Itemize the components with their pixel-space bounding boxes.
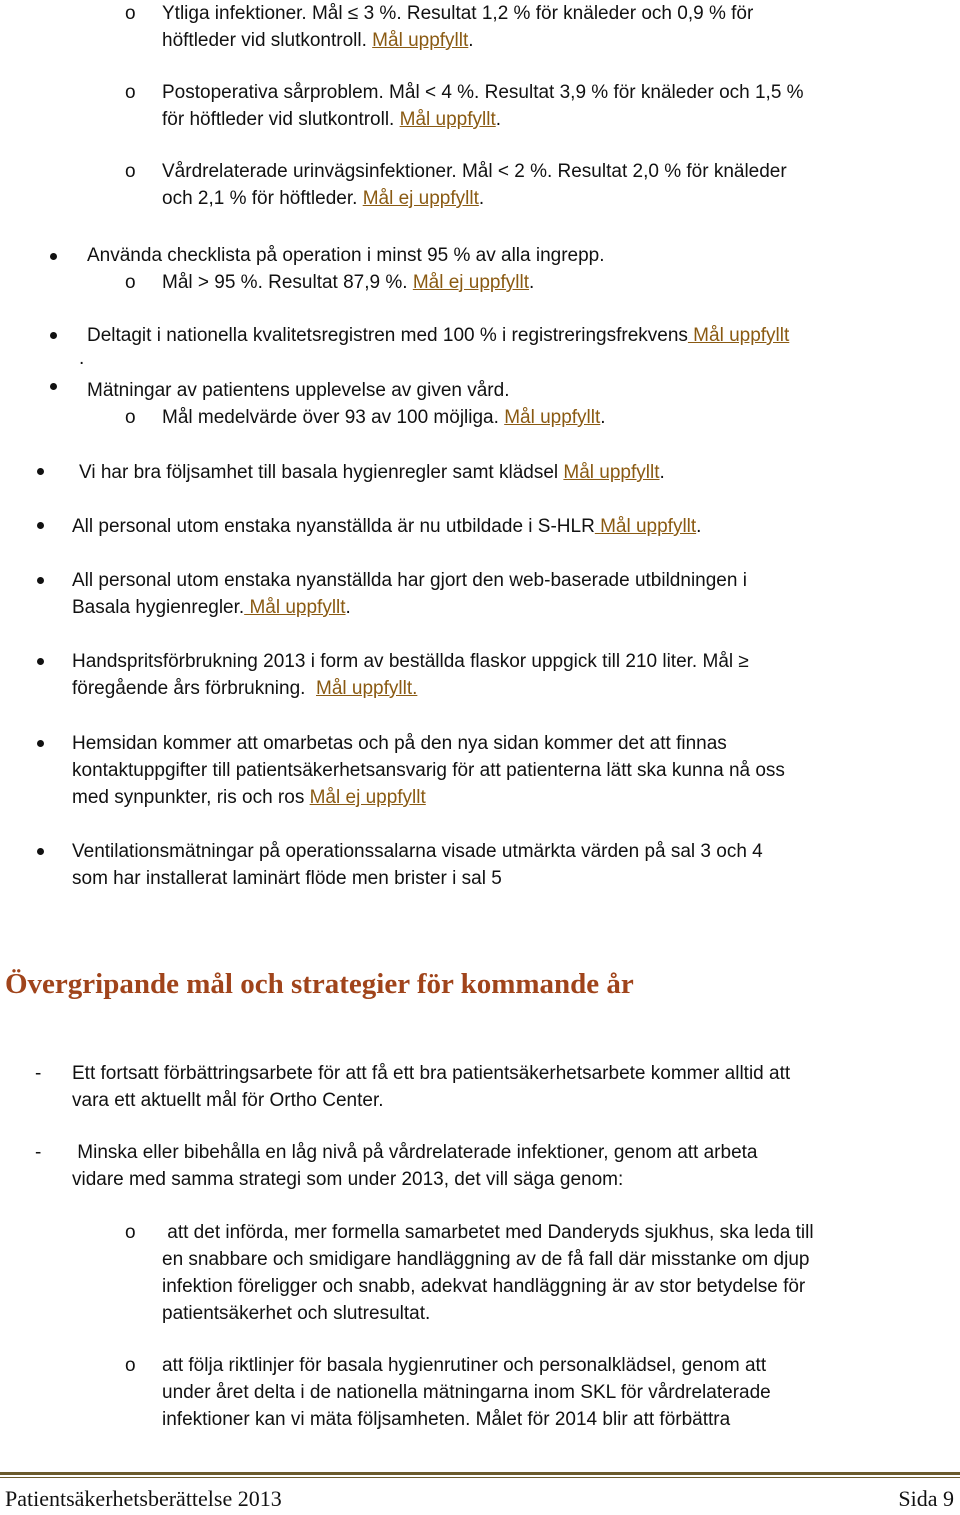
text-line: Basala hygienregler. Mål uppfyllt. [72,597,351,618]
text-line: med synpunkter, ris och ros Mål ej uppfyllt [72,787,426,808]
bullet-dot [37,468,44,475]
status-link[interactable]: Mål ej uppfyllt [362,188,479,209]
text-line: Vårdrelaterade urinvägsinfektioner. Mål < 2 %. Resultat 2,0 % för knäleder [162,161,787,182]
text-line: för höftleder vid slutkontroll. Mål uppfyllt. [162,109,502,130]
footer-divider [0,1472,960,1475]
status-link[interactable]: Mål uppfyllt [399,109,496,130]
status-link[interactable]: Mål uppfyllt [563,462,660,483]
section-heading: Övergripande mål och strategier för kommande år [5,968,634,1000]
circle-bullet: o [125,82,136,103]
text-line: en snabbare och smidigare handläggning av de få fall där misstanke om djup [162,1249,810,1270]
status-link[interactable]: Mål uppfyllt. [316,678,418,699]
text-line: Hemsidan kommer att omarbetas och på den nya sidan kommer det att finnas [72,733,727,754]
text-line: föregående års förbrukning. Mål uppfyllt. [72,678,418,699]
text-line: Mål medelvärde över 93 av 100 möjliga. Mål uppfyllt. [162,407,606,428]
bullet-dot [37,522,44,529]
text-line: som har installerat laminärt flöde men brister i sal 5 [72,868,502,889]
footer-divider [0,1477,960,1478]
text-line: vara ett aktuellt mål för Ortho Center. [72,1090,384,1111]
circle-bullet: o [125,161,136,182]
bullet-dot [37,848,44,855]
status-link[interactable]: Mål uppfyllt [244,597,346,618]
circle-bullet: o [125,3,136,24]
bullet-dot [37,740,44,747]
status-link[interactable]: Mål ej uppfyllt [309,787,426,808]
text-line: Ventilationsmätningar på operationssalarna visade utmärkta värden på sal 3 och 4 [72,841,763,862]
status-link[interactable]: Mål uppfyllt [687,325,790,346]
bullet-dot [37,577,44,584]
text-line: infektion föreligger och snabb, adekvat handläggning är av stor betydelse för [162,1276,806,1297]
text-line: Postoperativa sårproblem. Mål < 4 %. Resultat 3,9 % för knäleder och 1,5 % [162,82,804,103]
text-line: patientsäkerhet och slutresultat. [162,1303,431,1324]
text-line: Ett fortsatt förbättringsarbete för att få ett bra patientsäkerhetsarbete kommer alltid att [72,1063,791,1084]
page-number: Sida 9 [898,1486,954,1511]
text-line: infektioner kan vi mäta följsamheten. Målet för 2014 blir att förbättra [162,1409,731,1430]
text-line: All personal utom enstaka nyanställda är nu utbildade i S-HLR Mål uppfyllt. [72,516,702,537]
text-line: . [79,348,85,369]
text-line: Deltagit i nationella kvalitetsregistren med 100 % i registreringsfrekvens Mål uppfyllt [87,325,790,346]
bullet-dot [50,383,57,390]
circle-bullet: o [125,407,136,428]
text-line: Handspritsförbrukning 2013 i form av beställda flaskor uppgick till 210 liter. Mål ≥ [72,651,749,672]
dash-bullet: - [35,1063,42,1084]
circle-bullet: o [125,1222,136,1243]
dash-bullet: - [35,1142,42,1163]
status-link[interactable]: Mål uppfyllt [372,30,469,51]
text-line: att det införda, mer formella samarbetet med Danderyds sjukhus, ska leda till [162,1222,814,1243]
text-line: Mål > 95 %. Resultat 87,9 %. Mål ej uppfyllt. [162,272,535,293]
text-line: höftleder vid slutkontroll. Mål uppfyllt. [162,30,474,51]
text-line: och 2,1 % för höftleder. Mål ej uppfyllt. [162,188,485,209]
text-line: under året delta i de nationella mätningarna inom SKL för vårdrelaterade [162,1382,771,1403]
bullet-dot [50,332,57,339]
text-line: att följa riktlinjer för basala hygienrutiner och personalklädsel, genom att [162,1355,767,1376]
text-line: kontaktuppgifter till patientsäkerhetsansvarig för att patienterna lätt ska kunna nå oss [72,760,785,781]
bullet-dot [37,658,44,665]
footer-title: Patientsäkerhetsberättelse 2013 [5,1486,282,1511]
text-line: Ytliga infektioner. Mål ≤ 3 %. Resultat 1,2 % för knäleder och 0,9 % för [162,3,754,24]
text-line: vidare med samma strategi som under 2013, det vill säga genom: [72,1169,624,1190]
text-line: Minska eller bibehålla en låg nivå på vårdrelaterade infektioner, genom att arbeta [72,1142,758,1163]
status-link[interactable]: Mål uppfyllt [504,407,601,428]
text-line: All personal utom enstaka nyanställda har gjort den web-baserade utbildningen i [72,570,747,591]
circle-bullet: o [125,1355,136,1376]
text-line: Vi har bra följsamhet till basala hygienregler samt klädsel Mål uppfyllt. [79,462,665,483]
text-line: Mätningar av patientens upplevelse av given vård. [87,380,510,401]
status-link[interactable]: Mål uppfyllt [594,516,697,537]
text-line: Använda checklista på operation i minst 95 % av alla ingrepp. [87,245,605,266]
circle-bullet: o [125,272,136,293]
bullet-dot [50,253,57,260]
status-link[interactable]: Mål ej uppfyllt [412,272,529,293]
